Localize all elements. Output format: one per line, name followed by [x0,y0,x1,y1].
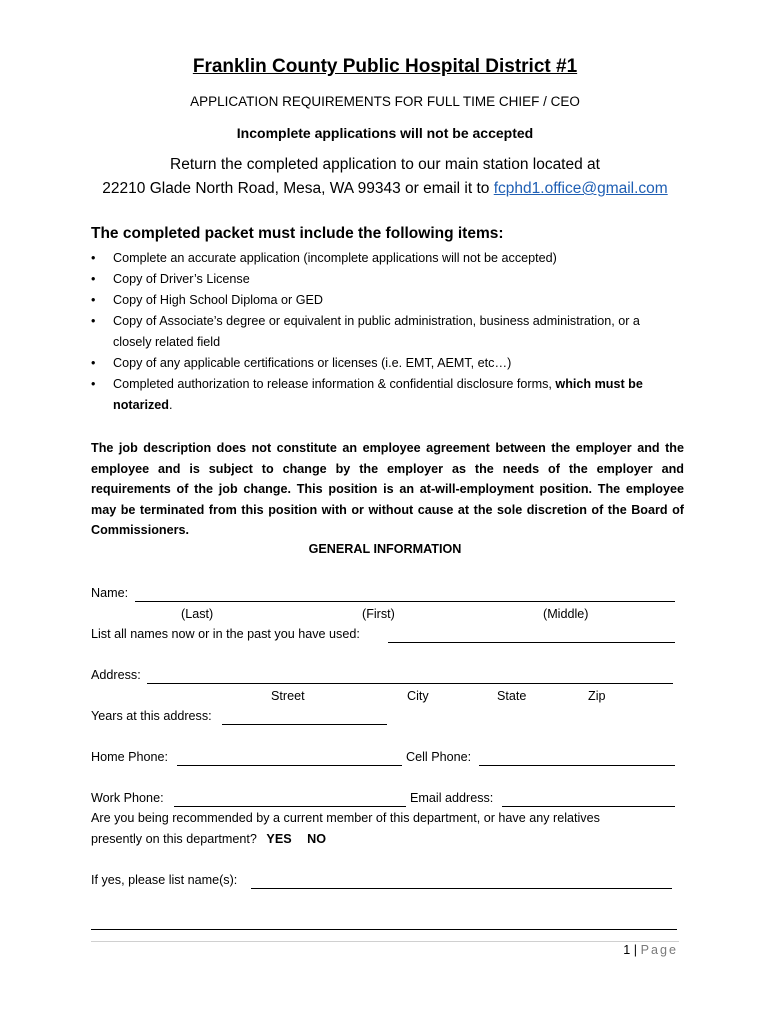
address-label: Address: [91,668,141,682]
all-names-label: List all names now or in the past you have used: [91,627,360,641]
packet-heading: The completed packet must include the following items: [91,225,504,242]
list-item [91,269,691,290]
requirements-list [91,248,691,416]
list-names-field[interactable] [251,888,672,889]
recommendation-question-line2 [91,832,326,846]
zip-caption: Zip [588,689,606,703]
bullet-icon: • [91,272,96,286]
list-names-field-continued[interactable] [91,929,677,930]
bullet-icon: • [91,314,96,328]
cell-phone-label: Cell Phone: [406,750,472,764]
disclaimer-paragraph: The job description does not constitute an employee agreement between the employer and the employee and is subject to change by the employer as the needs of the employer and requirements of the job change. This position is an at-will-employment position. The employee may be terminated from this position with or without cause at the sole discretion of the Board of Commissioners. [91,441,684,537]
work-phone-field[interactable] [174,806,406,807]
list-item [91,311,673,353]
email-address-label: Email address: [410,791,494,805]
page-subtitle: APPLICATION REQUIREMENTS FOR FULL TIME CHIEF / CEO [190,94,580,109]
cell-phone-field[interactable] [479,765,675,766]
name-field[interactable] [135,601,675,602]
return-instructions-line1: Return the completed application to our main station located at [170,156,600,173]
last-name-caption: (Last) [181,607,214,621]
notarized-emphasis: which must be notarized [113,377,643,412]
incomplete-notice: Incomplete applications will not be accepted [236,125,534,141]
page-number [623,943,678,957]
home-phone-field[interactable] [177,765,402,766]
footer-divider [91,941,679,942]
all-names-field[interactable] [388,642,675,643]
bullet-icon: • [91,293,96,307]
email-address-field[interactable] [502,806,675,807]
email-link[interactable]: fcphd1.office@gmail.com [493,180,668,197]
list-item [91,353,691,374]
page-number-value: 1 [623,943,631,957]
name-label: Name: [91,586,129,600]
page-title: Franklin County Public Hospital District #1 [192,56,578,77]
page-word: Page [640,943,678,957]
list-item-text: Copy of Driver’s License [113,272,250,286]
return-address: 22210 Glade North Road, Mesa, WA 99343 or email it to [102,180,490,197]
recommendation-question: Are you being recommended by a current member of this department, or have any relatives [91,811,600,825]
list-item [91,290,691,311]
general-information-heading: GENERAL INFORMATION [308,542,462,556]
bullet-icon: • [91,356,96,370]
state-caption: State [497,689,527,703]
no-option[interactable]: NO [307,832,327,846]
years-at-address-label: Years at this address: [91,709,212,723]
list-names-label: If yes, please list name(s): [91,873,238,887]
years-at-address-field[interactable] [222,724,387,725]
first-name-caption: (First) [362,607,395,621]
list-item [91,248,691,269]
middle-name-caption: (Middle) [543,607,589,621]
address-field[interactable] [147,683,673,684]
return-instructions-line2 [0,180,770,198]
list-item-text: Completed authorization to release information & confidential disclosure forms, [113,377,552,391]
list-item [91,374,691,416]
bullet-icon: • [91,377,96,391]
list-item-suffix: . [168,398,173,412]
list-item-text: Copy of Associate’s degree or equivalent in public administration, business administration, or a closely related field [113,314,640,349]
recommendation-question-text: presently on this department? [91,832,257,846]
list-item-text: Copy of High School Diploma or GED [113,293,323,307]
bullet-icon: • [91,251,96,265]
page-number-separator: | [633,943,638,957]
work-phone-label: Work Phone: [91,791,164,805]
yes-option[interactable]: YES [266,832,292,846]
street-caption: Street [271,689,305,703]
city-caption: City [407,689,429,703]
list-item-text: Copy of any applicable certifications or licenses (i.e. EMT, AEMT, etc…) [113,356,512,370]
home-phone-label: Home Phone: [91,750,169,764]
list-item-text: Complete an accurate application (incomplete applications will not be accepted) [113,251,557,265]
